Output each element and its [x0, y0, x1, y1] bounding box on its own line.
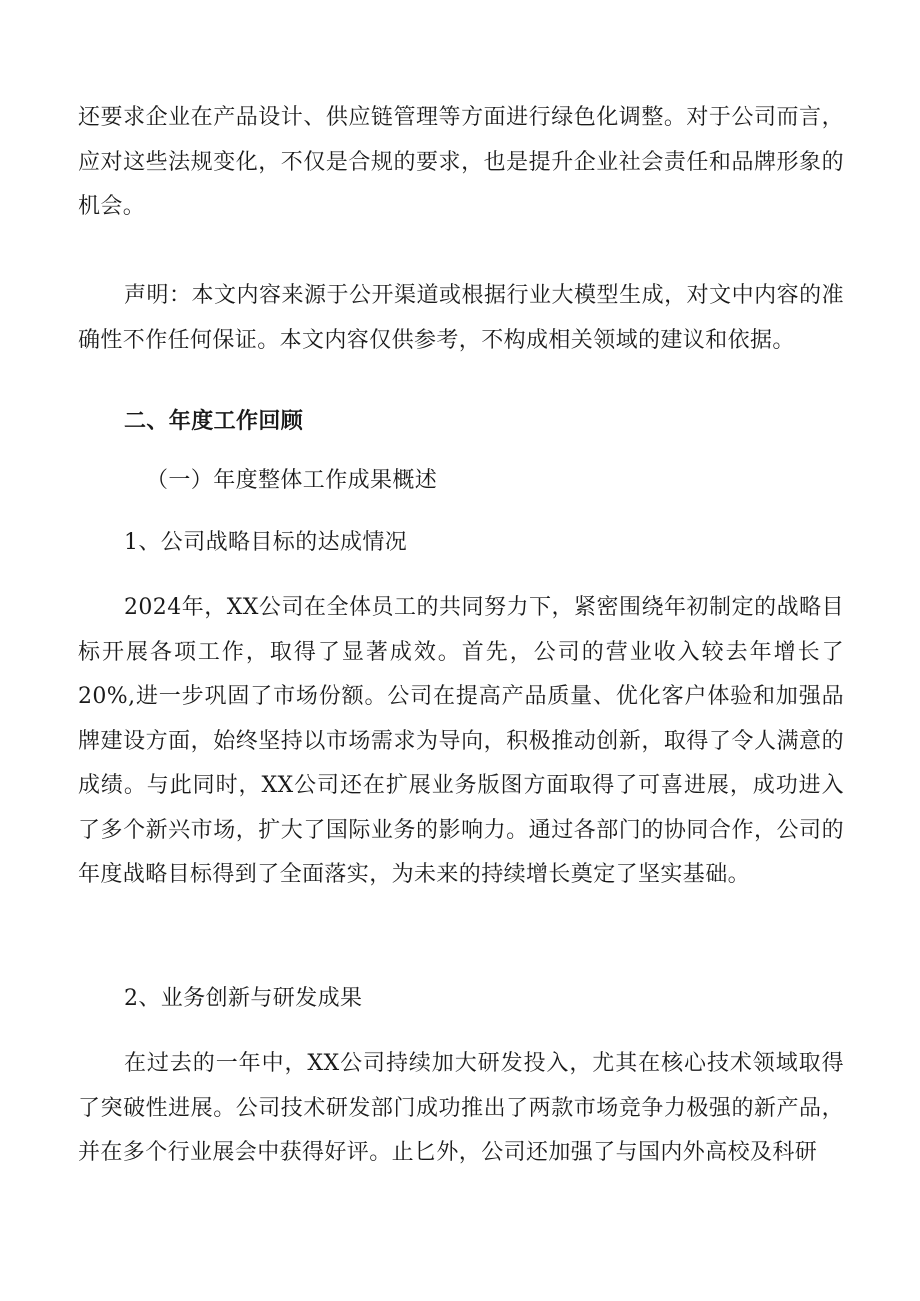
item-heading-innovation-rd: 2、业务创新与研发成果	[124, 986, 363, 1011]
paragraph-regulation-adjustment: 还要求企业在产品设计、供应链管理等方面进行绿色化调整。对于公司而言，应对这些法规变化，不仅是合规的要求，也是提升企业社会责任和品牌形象的机会。	[78, 105, 844, 219]
paragraph-disclaimer: 声明：本文内容来源于公开渠道或根据行业大模型生成，对文中内容的准确性不作任何保证。本文内容仅供参考，不构成相关领域的建议和依据。	[78, 283, 844, 353]
section-heading-annual-review: 二、年度工作回顾	[124, 408, 304, 434]
item-heading-strategic-goals: 1、公司战略目标的达成情况	[124, 530, 408, 555]
paragraph-strategic-goals: 2024年，XX公司在全体员工的共同努力下，紧密围绕年初制定的战略目标开展各项工作，取得了显著成效。首先，公司的营业收入较去年增长了20%,进一步巩固了市场份额。公司在提高产品质量、优化客户体验和加强品牌建设方面，始终坚持以市场需求为导向，积极推动创新，取得了令人满意的成绩。与此同时，XX公司还在扩展业务版图方面取得了可喜进展，成功进入了多个新兴市场，扩大了国际业务的影响力。通过各部门的协同合作，公司的年度战略目标得到了全面落实，为未来的持续增长奠定了坚实基础。	[78, 595, 844, 887]
paragraph-innovation-rd: 在过去的一年中，XX公司持续加大研发投入，尤其在核心技术领域取得了突破性进展。公司技术研发部门成功推出了两款市场竞争力极强的新产品，并在多个行业展会中获得好评。止匕外，公司还加强了与国内外高校及科研	[78, 1051, 844, 1165]
subsection-heading-overall-results: （一）年度整体工作成果概述	[146, 468, 438, 493]
